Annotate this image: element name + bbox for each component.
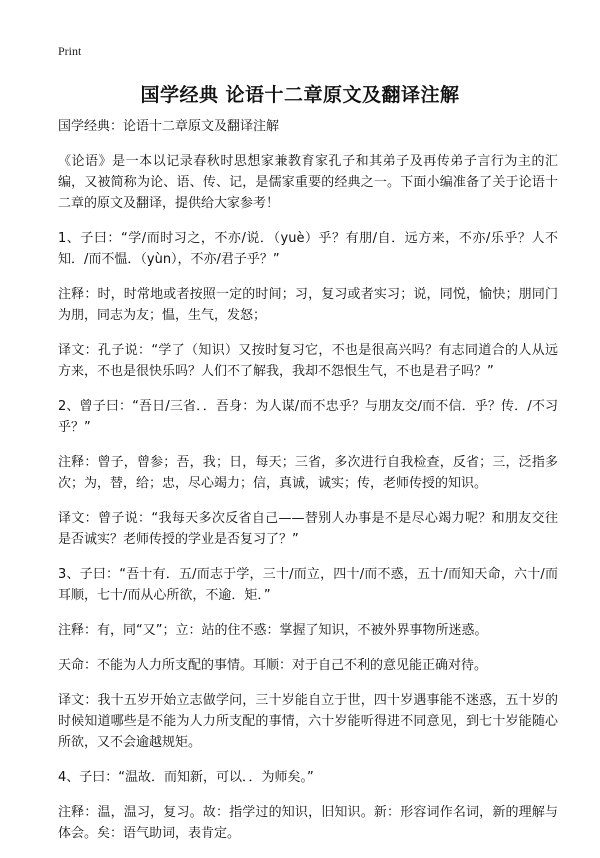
paragraph-notes-4: 注释：温，温习，复习。故：指学过的知识，旧知识。新：形容词作名词，新的理解与体会。矣：语气助词，表肯定。 bbox=[58, 805, 558, 841]
article-title: 国学经典 论语十二章原文及翻译注解 bbox=[140, 84, 460, 106]
paragraph-translation-1: 译文：孔子说：“学了（知识）又按时复习它，不也是很高兴吗？有志同道合的人从远方来，不也是很快乐吗？人们不了解我，我却不怨恨生气，不也是君子吗？” bbox=[58, 343, 558, 379]
paragraph-chapter-2: 2、曾子曰：“吾日/三省．．吾身：为人谋/而不忠乎？与朋友交/而不信．乎？传．/不习乎？” bbox=[58, 399, 558, 435]
paragraph-notes-3-continued: 天命：不能为人力所支配的事情。耳顺：对于自己不利的意见能正确对待。 bbox=[58, 658, 488, 673]
paragraph-translation-2: 译文：曾子说：“我每天多次反省自己——替别人办事是不是尽心竭力呢？和朋友交往是否诚实？老师传授的学业是否复习了？” bbox=[58, 511, 558, 547]
paragraph-notes-2: 注释：曾子，曾参；吾，我；日，每天；三省，多次进行自我检查，反省；三，泛指多次；为，替，给；忠，尽心竭力；信，真诚，诚实；传，老师传授的知识。 bbox=[58, 455, 558, 491]
article-body bbox=[58, 118, 558, 858]
article-subtitle: 国学经典：论语十二章原文及翻译注解 bbox=[58, 119, 280, 134]
paragraph-translation-3: 译文：我十五岁开始立志做学问，三十岁能自立于世，四十岁遇事能不迷惑，五十岁的时候知道哪些是不能为人力所支配的事情，六十岁能听得进不同意见，到七十岁能随心所欲，又不会逾越规矩。 bbox=[58, 693, 558, 750]
print-link[interactable]: Print bbox=[58, 44, 82, 58]
paragraph-chapter-1: 1、子曰：“学/而时习之，不亦/说．（yuè）乎？有朋/自．远方来，不亦/乐乎？人不知．/而不愠．（yùn），不亦/君子乎？” bbox=[58, 231, 558, 267]
paragraph-notes-1: 注释：时，时常地或者按照一定的时间；习，复习或者实习；说，同悦，愉快；朋同门为朋，同志为友；愠，生气，发怒； bbox=[58, 287, 558, 323]
paragraph-chapter-4: 4、子曰：“温故．而知新，可以．．为师矣。” bbox=[58, 770, 314, 785]
paragraph-chapter-3: 3、子曰：“吾十有．五/而志于学，三十/而立，四十/而不惑，五十/而知天命，六十/而耳顺，七十/而从心所欲，不逾．矩．” bbox=[58, 567, 558, 603]
paragraph-notes-3: 注释：有，同“又”；立：站的住不惑：掌握了知识，不被外界事物所迷惑。 bbox=[58, 623, 488, 638]
paragraph-intro: 《论语》是一本以记录春秋时思想家兼教育家孔子和其弟子及再传弟子言行为主的汇编，又被简称为论、语、传、记，是儒家重要的经典之一。下面小编准备了关于论语十二章的原文及翻译，提供给大家参考！ bbox=[58, 154, 558, 211]
